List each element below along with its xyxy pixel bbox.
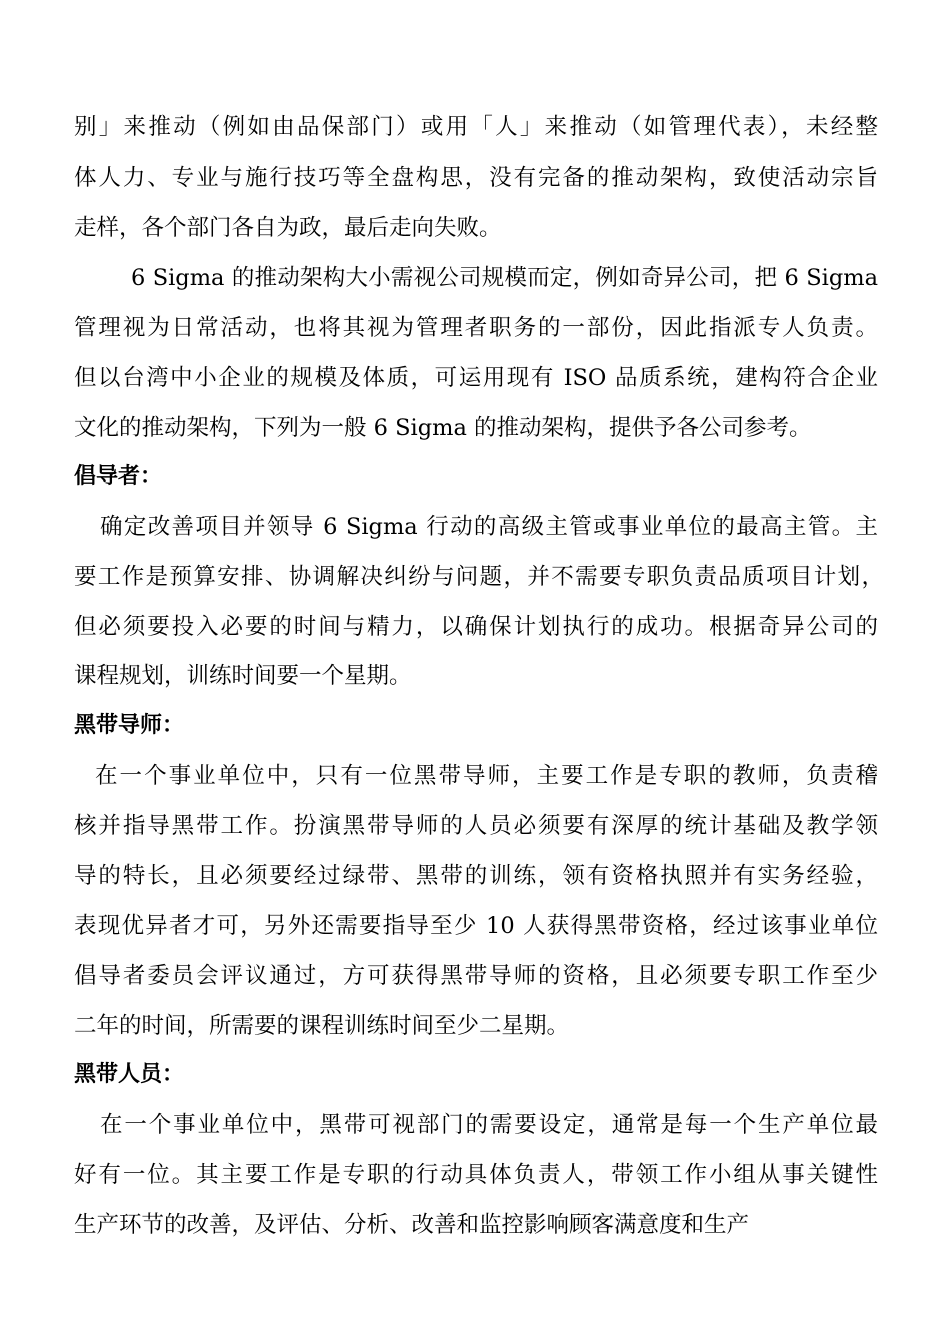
paragraph2-line-4: 文化的推动架构，下列为一般 6 Sigma 的推动架构，提供予各公司参考。	[74, 415, 812, 441]
paragraph1-line-2: 体人力、专业与施行技巧等全盘构思，没有完备的推动架构，致使活动宗旨	[74, 165, 878, 191]
black-belt-line-2: 好有一位。其主要工作是专职的行动具体负责人，带领工作小组从事关键性	[74, 1162, 878, 1188]
master-black-belt-line-6: 二年的时间，所需要的课程训练时间至少二星期。	[74, 1013, 570, 1039]
black-belt-line-1: 在一个事业单位中，黑带可视部门的需要设定，通常是每一个生产单位最	[100, 1112, 878, 1138]
paragraph1-line-3: 走样，各个部门各自为政，最后走向失败。	[74, 215, 502, 241]
paragraph2-line-3: 但以台湾中小企业的规模及体质，可运用现有 ISO 品质系统，建构符合企业	[74, 365, 878, 391]
paragraph1-line-1: 别」来推动（例如由品保部门）或用「人」来推动（如管理代表），未经整	[74, 114, 878, 140]
heading-black-belt: 黑带人员：	[74, 1062, 185, 1087]
champion-line-2: 要工作是预算安排、协调解决纠纷与问题，并不需要专职负责品质项目计划，	[74, 564, 884, 590]
champion-line-1: 确定改善项目并领导 6 Sigma 行动的高级主管或事业单位的最高主管。主	[100, 514, 878, 540]
master-black-belt-line-5: 倡导者委员会评议通过，方可获得黑带导师的资格，且必须要专职工作至少	[74, 963, 878, 989]
heading-master-black-belt: 黑带导师：	[74, 713, 185, 738]
champion-line-3: 但必须要投入必要的时间与精力，以确保计划执行的成功。根据奇异公司的	[74, 614, 878, 640]
champion-line-4: 课程规划，训练时间要一个星期。	[74, 663, 412, 689]
heading-champion: 倡导者：	[74, 464, 163, 489]
black-belt-line-3: 生产环节的改善，及评估、分析、改善和监控影响顾客满意度和生产	[74, 1212, 750, 1238]
paragraph2-line-2: 管理视为日常活动，也将其视为管理者职务的一部份，因此指派专人负责。	[74, 315, 878, 341]
master-black-belt-line-2: 核并指导黑带工作。扮演黑带导师的人员必须要有深厚的统计基础及教学领	[74, 813, 878, 839]
paragraph2-line-1: 6 Sigma 的推动架构大小需视公司规模而定，例如奇异公司，把 6 Sigma	[131, 265, 878, 291]
master-black-belt-line-1: 在一个事业单位中，只有一位黑带导师，主要工作是专职的教师，负责稽	[95, 763, 878, 789]
master-black-belt-line-3: 导的特长，且必须要经过绿带、黑带的训练，领有资格执照并有实务经验，	[74, 863, 878, 889]
master-black-belt-line-4: 表现优异者才可，另外还需要指导至少 10 人获得黑带资格，经过该事业单位	[74, 913, 878, 939]
